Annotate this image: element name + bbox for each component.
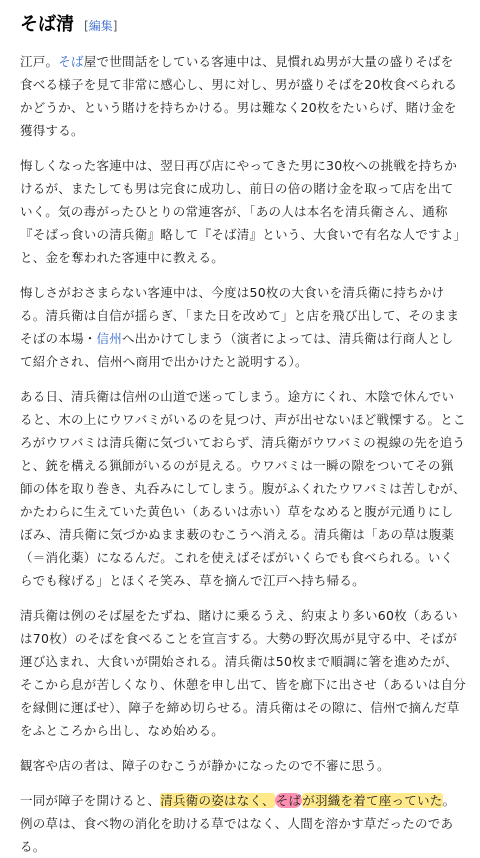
paragraph-3 [20,281,466,373]
edit-bracket-open: [ [84,19,89,33]
edit-section [84,17,117,34]
paragraph-3-text-a: 悔しさがおさまらない客連中は、今度は50枚の大食いを清兵衛に持ちかける。清兵衛は自信が揺らぎ、「また日を改めて」と店を飛び出して、そのままそばの本場・ [20,285,460,346]
section-heading [20,10,466,38]
highlight-yellow-1: 清兵衛の姿はなく、 [160,793,275,808]
edit-bracket-close: ] [112,19,118,33]
paragraph-4: ある日、清兵衛は信州の山道で迷ってしまう。途方にくれ、木陰で休んでいると、木の上にウワバミがいるのを見つけ、声が出せないほど戦慄する。ところがウワバミは清兵衛に気づいておらず、清兵衛がウワバミの視線の先を追うと、銃を構える猟師がいるのが見える。ウワバミは一瞬の隙をついてその猟師の体を取り巻き、丸呑みにしてしまう。腹がふくれたウワバミは苦しむが、かたわらに生えていた黄色い（あるいは赤い）草をなめると腹が元通りにしぼみ、清兵衛に気づかぬまま薮のむこうへ消える。清兵衛は「あの草は腹薬（＝消化薬）になるんだ。これを使えばそばがいくらでも食べられる。いくらでも稼げる」とほくそ笑み、草を摘んで江戸へ持ち帰る。 [20,389,466,588]
highlight-yellow-2: が羽織を着て座っていた [302,793,443,808]
paragraph-7-text-b: 。例の草は、食べ物の消化を助ける草ではなく、人間を溶かす草だったのである。 [20,793,456,854]
shinshu-link[interactable]: 信州 [96,331,123,346]
paragraph-3-text-b: へ出かけてしまう（演者によっては、清兵衛は行商人として紹介され、信州へ商用で出かけたと説明する）。 [20,331,454,369]
paragraph-7-text-a: 一同が障子を開けると、 [20,793,161,808]
paragraph-5: 清兵衛は例のそば屋をたずね、賭けに乗るうえ、約束より多い60枚（あるいは70枚）のそばを食べることを宣言する。大勢の野次馬が見守る中、そばが運び込まれ、大食いが開始される。清兵衛は50枚まで順調に箸を進めたが、そこから息が苦しくなり、休憩を申し出て、皆を廊下に出させ（あるいは自分を縁側に運ばせ）、障子を締め切らせる。清兵衛はその隙に、信州で摘んだ草をふところから出し、なめ始める。 [20,608,467,738]
paragraph-1-text-b: 屋で世間話をしている客連中は、見慣れぬ男が大量の盛りそばを食べる様子を見て非常に感心し、男に対し、男が盛りそばを20枚食べられるかどうか、という賭けを持ちかける。男は難なく20枚をたいらげ、賭け金を獲得する。 [20,54,458,138]
paragraph-1 [20,50,466,142]
soba-link[interactable]: そば [58,54,84,69]
highlight-pink: そば [275,793,302,808]
paragraph-1-text-a: 江戸。 [20,54,59,69]
section-title: そば清 [20,14,74,35]
paragraph-2: 悔しくなった客連中は、翌日再び店にやってきた男に30枚への挑戦を持ちかけるが、またしても男は完食に成功し、前日の倍の賭け金を取って店を出ていく。気の毒がったひとりの常連客が、「あの人は本名を清兵衛さん、通称『そばっ食いの清兵衛』略して『そば清』という、大食いで有名な人ですよ」と、金を奪われた客連中に教える。 [20,158,461,265]
edit-link[interactable]: 編集 [88,19,113,33]
paragraph-7 [20,789,466,858]
paragraph-6: 観客や店の者は、障子のむこうが静かになったので不審に思う。 [20,758,390,773]
